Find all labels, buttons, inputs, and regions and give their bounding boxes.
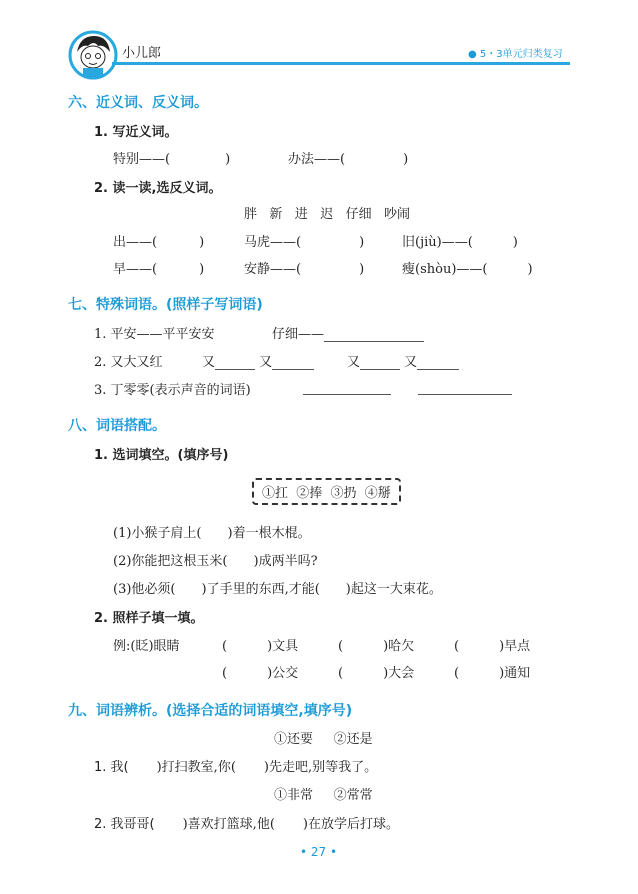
sentence-text: (3)他必须( [113,582,176,597]
paren-close: ) [403,152,409,167]
s7-q2 [94,351,163,370]
sentence-text: )成两半吗? [253,554,318,569]
synonym-prompt: 办法——( [288,152,346,167]
answer-blank[interactable] [303,380,391,395]
s9-options-1: ①还要 ②还是 [274,732,373,747]
antonym-row-1b [244,231,364,250]
you-char: 又 [259,355,273,370]
paren-close: ) [527,262,533,277]
answer-blank[interactable] [417,355,459,370]
collocation-item [454,662,530,681]
collocation-item [454,635,530,654]
section-6-title: 六、近义词、反义词。 [68,95,208,111]
unit-label: ● 5・3单元归类复习 [468,49,563,60]
paren-close: ) [199,235,205,250]
s8-q1-label: 1. 选词填空。(填序号) [94,448,229,463]
sentence-text: (2)你能把这根玉米( [113,554,228,569]
antonym-prompt: 旧(jiù)——( [402,235,473,250]
synonym-prompt: 特别——( [113,152,171,167]
section-9-title: 九、词语辨析。(选择合适的词语填空,填序号) [68,703,353,719]
sentence-text: )了手里的东西,才能( [201,582,320,597]
paren-open: ( [454,639,460,654]
antonym-prompt: 安静——( [244,262,302,277]
collocation-item [338,635,414,654]
page-number: • 27 • [300,845,338,859]
you-char: 又 [347,355,361,370]
s7-q1 [94,323,215,342]
collocation-word: )哈欠 [383,639,415,654]
s9-q1 [94,756,377,775]
sentence-text: )着一根木棍。 [227,526,311,541]
paren-close: ) [512,235,518,250]
antonym-row-1c [402,231,518,250]
word-choice-box: ①扛 ②捧 ③扔 ④掰 [252,478,401,505]
sentence-text: 1. 我( [94,760,129,775]
sentence-text: )打扫教室,你( [156,760,236,775]
sentence-text: (1)小猴子肩上( [113,526,202,541]
sentence-text: )在放学后打球。 [302,817,399,832]
section-8-title: 八、词语搭配。 [68,418,166,434]
paren-open: ( [338,666,344,681]
antonym-row-2c [402,258,533,277]
s9-options-2: ①非常 ②常常 [274,788,373,803]
paren-open: ( [222,666,228,681]
sentence-text: )起这一大束花。 [345,582,442,597]
antonym-prompt: 瘦(shòu)——( [402,262,488,277]
s8-sentence-2 [113,550,318,569]
antonym-row-1 [113,231,204,250]
s9-q2 [94,813,399,832]
you-char: 又 [404,355,418,370]
collocation-word: )通知 [499,666,531,681]
sentence-text: )喜欢打篮球,他( [182,817,275,832]
section-7-title: 七、特殊词语。(照样子写词语) [68,297,263,313]
antonym-row-2b [244,258,364,277]
antonym-options: 胖 新 进 迟 仔细 吵闹 [244,207,410,222]
s8-q2-label: 2. 照样子填一填。 [94,611,204,626]
s6-q1-line [113,148,230,167]
s7-q2-label: 2. 又大又红 [94,355,163,370]
s7-q2-pattern-b [347,351,459,370]
paren-close: ) [359,262,365,277]
brand-name: 小儿郎 [122,46,162,61]
answer-blank[interactable] [418,380,512,395]
answer-blank[interactable] [272,355,314,370]
answer-blank[interactable] [215,355,255,370]
antonym-prompt: 出——( [113,235,158,250]
s7-q1-example [272,323,424,342]
you-char: 又 [202,355,216,370]
paren-open: ( [338,639,344,654]
sentence-text: )先走吧,别等我了。 [263,760,378,775]
s7-q2-pattern [202,351,314,370]
s8-sentence-1 [113,522,311,541]
collocation-item [222,635,298,654]
s8-sentence-3 [113,578,442,597]
collocation-word: )文具 [267,639,299,654]
s6-q2-label: 2. 读一读,选反义词。 [94,181,222,196]
antonym-prompt: 马虎——( [244,235,302,250]
collocation-word: )早点 [499,639,531,654]
antonym-prompt: 早——( [113,262,158,277]
s6-q1-label: 1. 写近义词。 [94,125,178,140]
collocation-item [338,662,414,681]
collocation-word: )大会 [383,666,415,681]
paren-open: ( [454,666,460,681]
s6-q1-line-b [288,148,408,167]
boy-mascot-icon [68,30,118,80]
s7-q3 [94,379,251,398]
sentence-text: 2. 我哥哥( [94,817,155,832]
paren-close: ) [359,235,365,250]
header-rule [112,62,570,65]
s7-q1-label: 1. 平安——平平安安 [94,327,215,342]
s7-q1-prompt: 仔细—— [272,327,325,342]
answer-blank[interactable] [324,327,424,342]
paren-close: ) [225,152,231,167]
paren-open: ( [222,639,228,654]
paren-close: ) [199,262,205,277]
collocation-word: )公交 [267,666,299,681]
s7-q3-label: 3. 丁零零(表示声音的词语) [94,383,251,398]
answer-blank[interactable] [360,355,400,370]
collocation-example: 例:(眨)眼睛 [113,639,180,654]
antonym-row-2 [113,258,204,277]
collocation-item [222,662,298,681]
